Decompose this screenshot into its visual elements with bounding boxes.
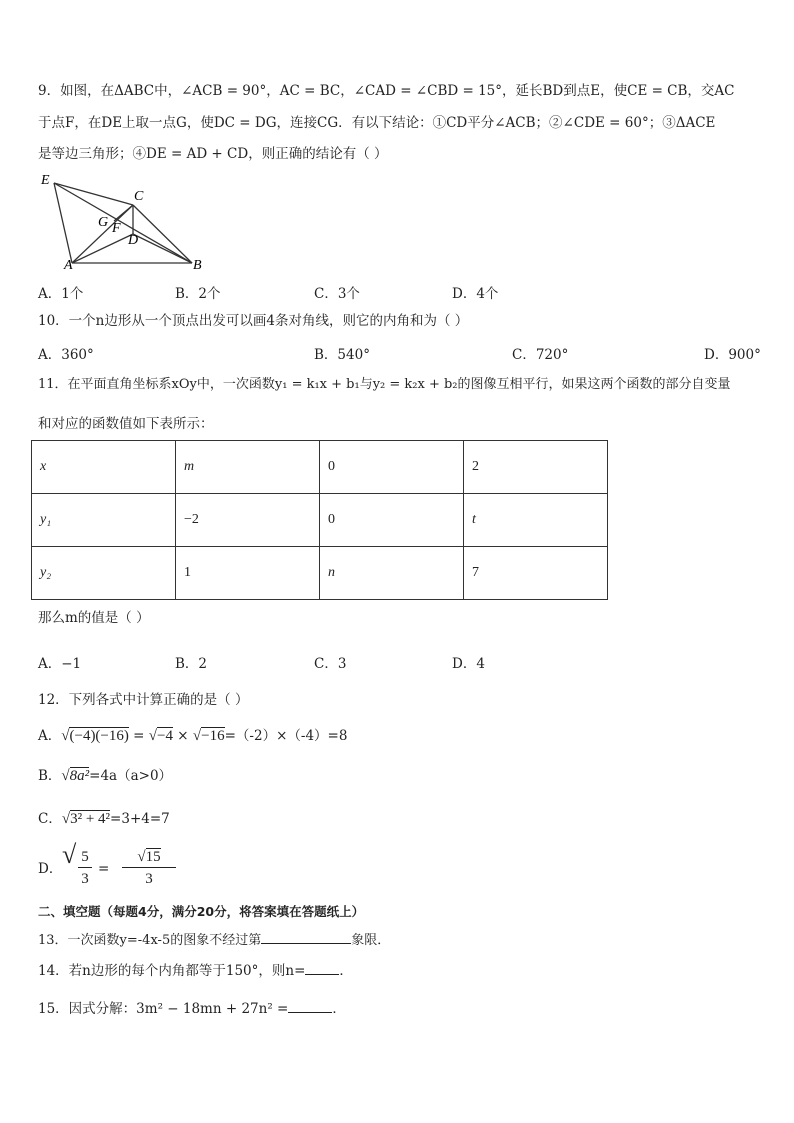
q15-answer-blank[interactable] (288, 998, 332, 1013)
table-row (32, 547, 608, 600)
table-cell: y₁ (32, 494, 176, 547)
q12-line: 12．下列各式中计算正确的是（ ） (38, 692, 249, 708)
table-cell: 0 (320, 494, 464, 547)
option-label: A． (38, 728, 62, 744)
q10-option-a[interactable]: A．360° (38, 347, 94, 363)
option-label: D． (38, 861, 63, 877)
table-cell: 7 (464, 547, 608, 600)
denominator: 3 (81, 871, 89, 887)
times: × (173, 728, 193, 744)
radicand: −4 (157, 728, 173, 744)
q11-option-b[interactable]: B．2 (175, 656, 208, 672)
section-2-heading: 二、填空题（每题4分，满分20分，将答案填在答题纸上） (38, 904, 365, 919)
table-cell: 1 (176, 547, 320, 600)
denominator: 3 (145, 871, 153, 887)
q9-option-a[interactable]: A．1个 (38, 286, 84, 302)
sqrt-sign: √ (62, 840, 77, 869)
q14-answer-blank[interactable] (305, 960, 339, 975)
table-cell: 0 (320, 441, 464, 494)
option-label: C． (38, 811, 62, 827)
q11-option-d[interactable]: D．4 (452, 656, 485, 672)
q15 (38, 998, 346, 1019)
q15-suffix: ． (332, 1001, 346, 1017)
radicand: −16 (201, 728, 225, 744)
q9-option-d[interactable]: D．4个 (452, 286, 499, 302)
q12-option-b[interactable]: B．√8a²=4a（a>0） (38, 768, 173, 784)
q11-value-table (31, 440, 608, 600)
q11-question: 那么m的值是（ ） (38, 610, 150, 626)
q11-line2: 和对应的函数值如下表所示： (38, 416, 214, 432)
q9-line3: 是等边三角形；④DE = AD + CD，则正确的结论有（ ） (38, 146, 388, 162)
q11-line1: 11．在平面直角坐标系xOy中，一次函数y₁ = k₁x + b₁与y₂ = k₂x + b₂的图像互相平行，如果这两个函数的部分自变量 (38, 377, 731, 392)
q11-option-c[interactable]: C．3 (314, 656, 347, 672)
table-cell: x (32, 441, 176, 494)
option-result: =4a（a>0） (89, 768, 173, 784)
radicand: 3² + 4² (70, 811, 111, 827)
q9-line1: 9．如图，在ΔABC中，∠ACB = 90°，AC = BC，∠CAD = ∠CBD = 15°，延长BD到点E，使CE = CB，交AC (38, 83, 735, 99)
table-row (32, 494, 608, 547)
q14-suffix: ． (339, 963, 353, 979)
q10-option-c[interactable]: C．720° (512, 347, 569, 363)
table-row (32, 441, 608, 494)
q10-option-b[interactable]: B．540° (314, 347, 370, 363)
q14 (38, 960, 353, 981)
q9-geometry-figure (38, 172, 213, 272)
table-cell: m (176, 441, 320, 494)
table-cell: −2 (176, 494, 320, 547)
fig-label-d: D (128, 233, 139, 248)
numerator: √15 (122, 847, 176, 868)
radicand: 15 (145, 849, 161, 865)
radicand: 8a² (69, 768, 90, 784)
option-label: B． (38, 768, 62, 784)
q14-text: 14．若n边形的每个内角都等于150°，则n= (38, 963, 306, 979)
q13-answer-blank[interactable] (261, 929, 351, 944)
numerator: 5 (78, 847, 92, 868)
q11-option-a[interactable]: A．−1 (38, 656, 82, 672)
q10-line: 10．一个n边形从一个顶点出发可以画4条对角线，则它的内角和为（ ） (38, 313, 469, 329)
fig-label-c: C (134, 189, 144, 204)
q15-text: 15．因式分解：3m² − 18mn + 27n² = (38, 1001, 289, 1017)
table-cell: 2 (464, 441, 608, 494)
q9-option-b[interactable]: B．2个 (175, 286, 221, 302)
table-cell: t (464, 494, 608, 547)
option-result: =3+4=7 (110, 811, 170, 827)
fig-label-b: B (193, 258, 202, 272)
q9-option-c[interactable]: C．3个 (314, 286, 360, 302)
q13-suffix: 象限． (351, 933, 391, 948)
fig-label-f: F (112, 221, 121, 236)
radicand: (−4)(−16) (69, 728, 129, 744)
option-result: =（-2）×（-4）=8 (224, 728, 348, 744)
q13-text: 13．一次函数y=-4x-5的图象不经过第 (38, 933, 262, 948)
q13 (38, 929, 390, 951)
table-cell: y₂ (32, 547, 176, 600)
equals: = (98, 861, 110, 877)
fig-label-a: A (64, 258, 73, 272)
q9-line2: 于点F，在DE上取一点G，使DC = DG，连接CG．有以下结论：①CD平分∠ACB；②∠CDE = 60°；③ΔACE (38, 115, 716, 131)
fig-label-g: G (98, 215, 109, 230)
q10-option-d[interactable]: D．900° (704, 347, 761, 363)
q12-option-a[interactable]: A．√(−4)(−16) = √−4 × √−16=（-2）×（-4）=8 (38, 728, 348, 744)
equals: = (128, 728, 149, 744)
table-cell: n (320, 547, 464, 600)
q12-option-c[interactable]: C．√3² + 4²=3+4=7 (38, 811, 170, 827)
fig-label-e: E (41, 173, 50, 188)
